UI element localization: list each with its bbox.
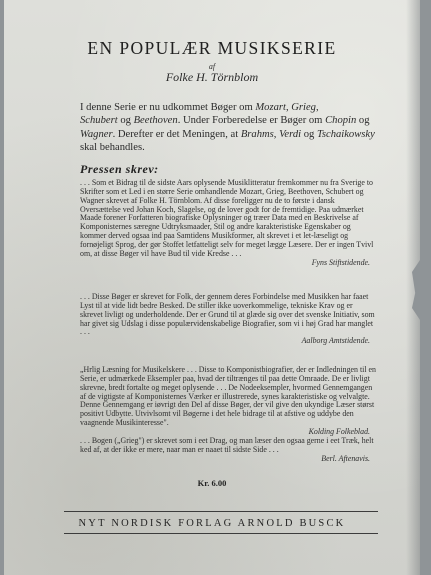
intro-text: og bbox=[117, 115, 134, 127]
top-rule bbox=[64, 511, 378, 512]
composer-tchaikowsky: Tschaikowsky bbox=[316, 128, 375, 140]
price: Kr. 6.00 bbox=[197, 478, 227, 488]
review-text: . . . Som et Bidrag til de sidste Aars oplysende Musiklitteratur fremkommer nu fra Sverige to Skrifter som et Led i en større Serie omhandlende Mozart, Grieg, Beethoven, Schubert og Wagner skrevet af Folke H. Törnblom. Af disse foreligger nu de to første i dansk Oversættelse ved Johan Koch, Slagelse, og de lover godt for de fremtidige. Paa udmærket Maade forener Forfatteren biografiske Oplysninger og træer Data med en Beskrivelse af Komponisternes særegne Udtryksmaader, Stil og andre karakteristiske Egenskaber og kommer derved ogsaa ind paa Samtidens Musikformer, alt skrevet i et let-læseligt og fornøjeligt Sprog, der gør Stoffet letfatteligt selv for meget lægge Læsere. Der er ingen Tvivl om, at disse Bøger vil have Bud til vide Kredse . . . bbox=[80, 178, 374, 258]
intro-paragraph bbox=[80, 101, 376, 155]
intro-text: . Derefter er det Meningen, at bbox=[112, 128, 241, 140]
intro-text: I denne Serie er nu udkommet Bøger om bbox=[80, 102, 256, 113]
intro-text: , bbox=[315, 102, 319, 113]
composer-verdi: Verdi bbox=[279, 128, 302, 140]
intro-text: . Under Forberedelse er Bøger om bbox=[177, 115, 326, 127]
composer-mozart: Mozart bbox=[255, 102, 286, 113]
review-text: . . . Disse Bøger er skrevet for Folk, der gennem deres Forbindelse med Musikken har faaet Lyst til at vide lidt bedre Besked. De stiller ikke uoverkommelige, tekniske Krav og er skrevet livligt og underholdende. Der er Grund til at glæde sig over det svenske Initiativ, som har givet sig Udslag i disse populærvidenskabelige Biografier, som vi i høj Grad har manglet . . . bbox=[80, 292, 375, 337]
review-text: . . . Bogen („Grieg") er skrevet som i eet Drag, og man læser den ogsaa gerne i eet Træk, helt ked af, at der ikke er mere, naar man er naaet til sidste Side . . . bbox=[80, 436, 374, 454]
review-kolding bbox=[80, 366, 376, 437]
intro-text: og bbox=[356, 115, 370, 127]
review-source: Aalborg Amtstidende. bbox=[301, 336, 370, 346]
intro-text: , bbox=[285, 102, 292, 113]
publisher: NYT NORDISK FORLAG ARNOLD BUSCK bbox=[78, 518, 346, 529]
composer-chopin: Chopin bbox=[325, 115, 357, 127]
review-text: „Hrlig Læsning for Musikelskere . . . Disse to Komponistbiografier, der er Indledningen til en Serie, er udmærkede Eksempler paa, hvad der tiltrænges til paa dette Omraade. De er livligt skrevne, bredt fortalte og meget oplysende . . . De Nodeeksempler, hvormed Gennemgangen af de vigtigste af Komponisternes Værker er illustrerede, synes karakteristiske og velvalgte. Denne Gennemgang er iøvrigt den Del af disse Bøger, der vil give den ukyndige Læser størst positivt Udbytte. Utvivlsomt vil Bøgerne i det hele bidrage til at afstive og uddybe den vaagnende Musikinteresse". bbox=[80, 365, 376, 428]
bottom-rule bbox=[64, 533, 378, 534]
review-aalborg bbox=[80, 293, 376, 346]
review-berlingske bbox=[80, 437, 376, 464]
composer-brahms: Brahms bbox=[240, 128, 274, 140]
book-back-cover bbox=[4, 0, 420, 575]
composer-beethoven: Beethoven bbox=[133, 115, 178, 127]
press-heading: Pressen skrev: bbox=[80, 162, 159, 176]
author-prefix: af bbox=[208, 62, 216, 71]
intro-text: og bbox=[301, 128, 317, 140]
review-source: Fyns Stiftstidende. bbox=[311, 257, 370, 267]
composer-grieg: Grieg bbox=[291, 102, 316, 113]
composer-schubert: Schubert bbox=[80, 115, 118, 127]
review-fyns bbox=[80, 179, 376, 267]
composer-wagner: Wagner bbox=[80, 128, 113, 140]
author-name: Folke H. Törnblom bbox=[165, 70, 259, 84]
series-title: EN POPULÆR MUSIKSERIE bbox=[87, 38, 337, 58]
review-source: Kolding Folkeblad. bbox=[308, 426, 370, 436]
intro-text: skal behandles. bbox=[80, 142, 145, 154]
review-source: Berl. Aftenavis. bbox=[321, 453, 370, 463]
intro-text: , bbox=[273, 128, 280, 140]
